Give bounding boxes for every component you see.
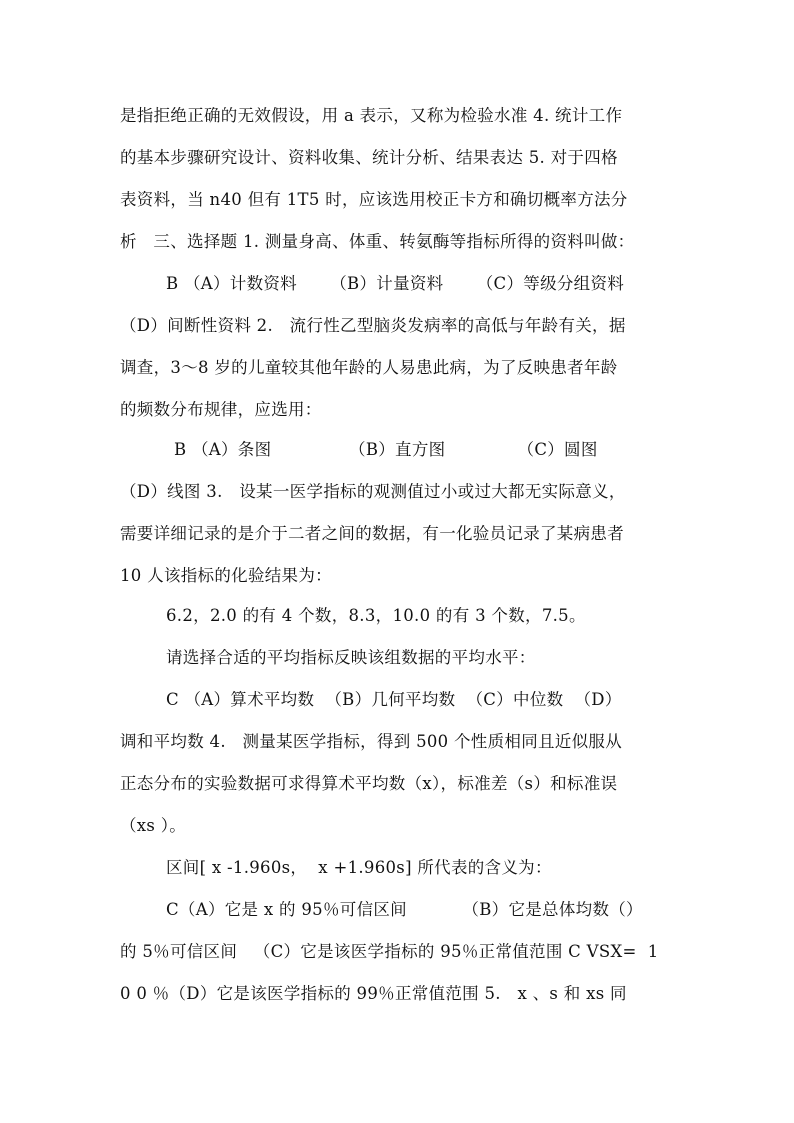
text-line: 正态分布的实验数据可求得算术平均数（x），标准差（s）和标准误 — [120, 774, 618, 793]
text-line: （D）线图 3. 设某一医学指标的观测值过小或过大都无实际意义， — [120, 482, 626, 501]
text-line: 的基本步骤研究设计、资料收集、统计分析、结果表达 5. 对于四格 — [120, 148, 618, 167]
text-line: 6.2，2.0 的有 4 个数，8.3，10.0 的有 3 个数，7.5。 — [166, 606, 586, 625]
text-line: C （A）算术平均数 （B）几何平均数 （C）中位数 （D） — [166, 690, 622, 709]
text-line: （xs ）。 — [120, 816, 187, 835]
text-line: B （A）计数资料 （B）计量资料 （C）等级分组资料 — [166, 274, 625, 293]
text-line: 表资料，当 n40 但有 1T5 时，应该选用校正卡方和确切概率方法分 — [120, 190, 628, 209]
text-line: 析 三、选择题 1. 测量身高、体重、转氨酶等指标所得的资料叫做： — [120, 232, 635, 251]
text-line: 的 5％可信区间 （C）它是该医学指标的 95％正常值范围 C VSX= 1 — [120, 942, 659, 961]
text-line: 调和平均数 4. 测量某医学指标，得到 500 个性质相同且近似服从 — [120, 732, 623, 751]
text-line: 是指拒绝正确的无效假设，用 a 表示，又称为检验水准 4. 统计工作 — [120, 106, 623, 125]
text-line: 请选择合适的平均指标反映该组数据的平均水平： — [166, 648, 536, 667]
text-line: 的频数分布规律，应选用： — [120, 400, 322, 419]
text-line: 调查，3～8 岁的儿童较其他年龄的人易患此病，为了反映患者年龄 — [120, 358, 618, 377]
text-line: 需要详细记录的是介于二者之间的数据，有一化验员记录了某病患者 — [120, 524, 624, 543]
text-line: 区间[ x -1.960s， x +1.960s] 所代表的含义为： — [166, 858, 552, 877]
text-line: 0 0 ％（D）它是该医学指标的 99％正常值范围 5. x 、s 和 xs 同 — [120, 984, 627, 1003]
text-line: （D）间断性资料 2. 流行性乙型脑炎发病率的高低与年龄有关，据 — [120, 316, 626, 335]
text-line: B （A）条图 （B）直方图 （C）圆图 — [174, 440, 598, 459]
text-line: 10 人该指标的化验结果为： — [120, 566, 332, 585]
text-line: C（A）它是 x 的 95％可信区间 （B）它是总体均数（） — [166, 900, 643, 919]
